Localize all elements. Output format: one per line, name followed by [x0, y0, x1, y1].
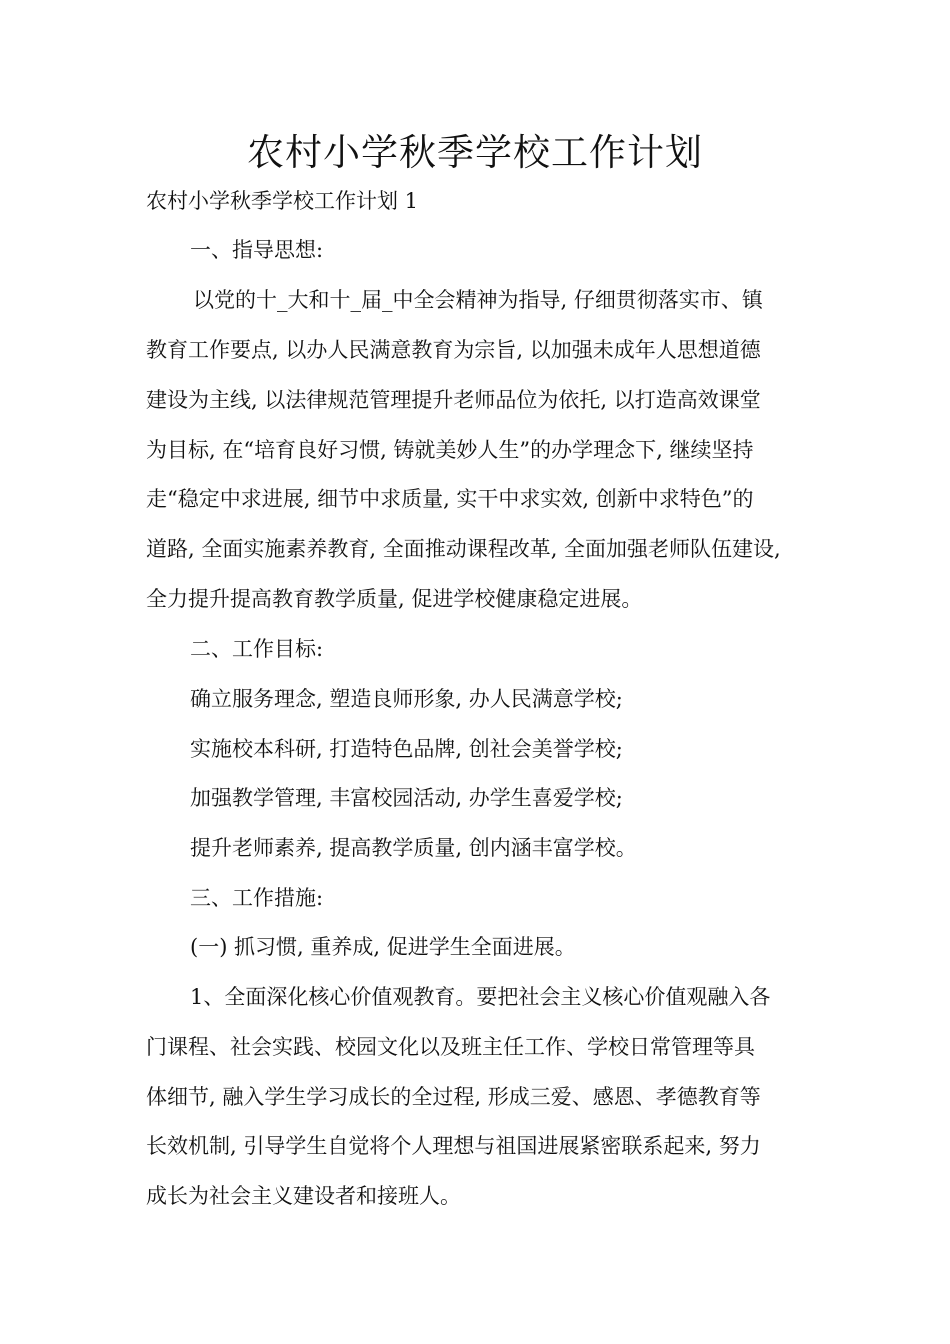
- paragraph-line: 1、全面深化核心价值观教育。要把社会主义核心价值观融入各: [190, 985, 771, 1009]
- goal-item: 加强教学管理, 丰富校园活动, 办学生喜爱学校;: [190, 786, 623, 810]
- paragraph-line: 走“稳定中求进展, 细节中求质量, 实干中求实效, 创新中求特色”的: [146, 487, 754, 511]
- paragraph-line: 以党的十_大和十_届_中全会精神为指导, 仔细贯彻落实市、镇: [193, 288, 763, 312]
- paragraph-line: 教育工作要点, 以办人民满意教育为宗旨, 以加强未成年人思想道德: [146, 338, 761, 362]
- section-heading-guiding-thought: 一、指导思想:: [190, 238, 324, 262]
- document-title: 农村小学秋季学校工作计划: [247, 131, 703, 174]
- paragraph-line: 建设为主线, 以法律规范管理提升老师品位为依托, 以打造高效课堂: [146, 388, 761, 412]
- paragraph-line: 道路, 全面实施素养教育, 全面推动课程改革, 全面加强老师队伍建设,: [146, 537, 781, 561]
- paragraph-line: 成长为社会主义建设者和接班人。: [146, 1184, 461, 1208]
- section-heading-work-measures: 三、工作措施:: [190, 886, 324, 910]
- goal-item: 确立服务理念, 塑造良师形象, 办人民满意学校;: [190, 687, 623, 711]
- paragraph-line: 长效机制, 引导学生自觉将个人理想与祖国进展紧密联系起来, 努力: [146, 1134, 761, 1158]
- goal-item: 实施校本科研, 打造特色品牌, 创社会美誉学校;: [190, 737, 623, 761]
- paragraph-line: 为目标, 在“培育良好习惯, 铸就美妙人生”的办学理念下, 继续坚持: [146, 438, 754, 462]
- subsection-heading: (一) 抓习惯, 重养成, 促进学生全面进展。: [190, 935, 576, 959]
- document-subtitle: 农村小学秋季学校工作计划 1: [146, 189, 419, 213]
- goal-item: 提升老师素养, 提高教学质量, 创内涵丰富学校。: [190, 836, 637, 860]
- section-heading-work-goals: 二、工作目标:: [190, 637, 324, 661]
- paragraph-line: 体细节, 融入学生学习成长的全过程, 形成三爱、感恩、孝德教育等: [146, 1085, 761, 1109]
- paragraph-line: 全力提升提高教育教学质量, 促进学校健康稳定进展。: [146, 587, 643, 611]
- paragraph-line: 门课程、社会实践、校园文化以及班主任工作、学校日常管理等具: [146, 1035, 755, 1059]
